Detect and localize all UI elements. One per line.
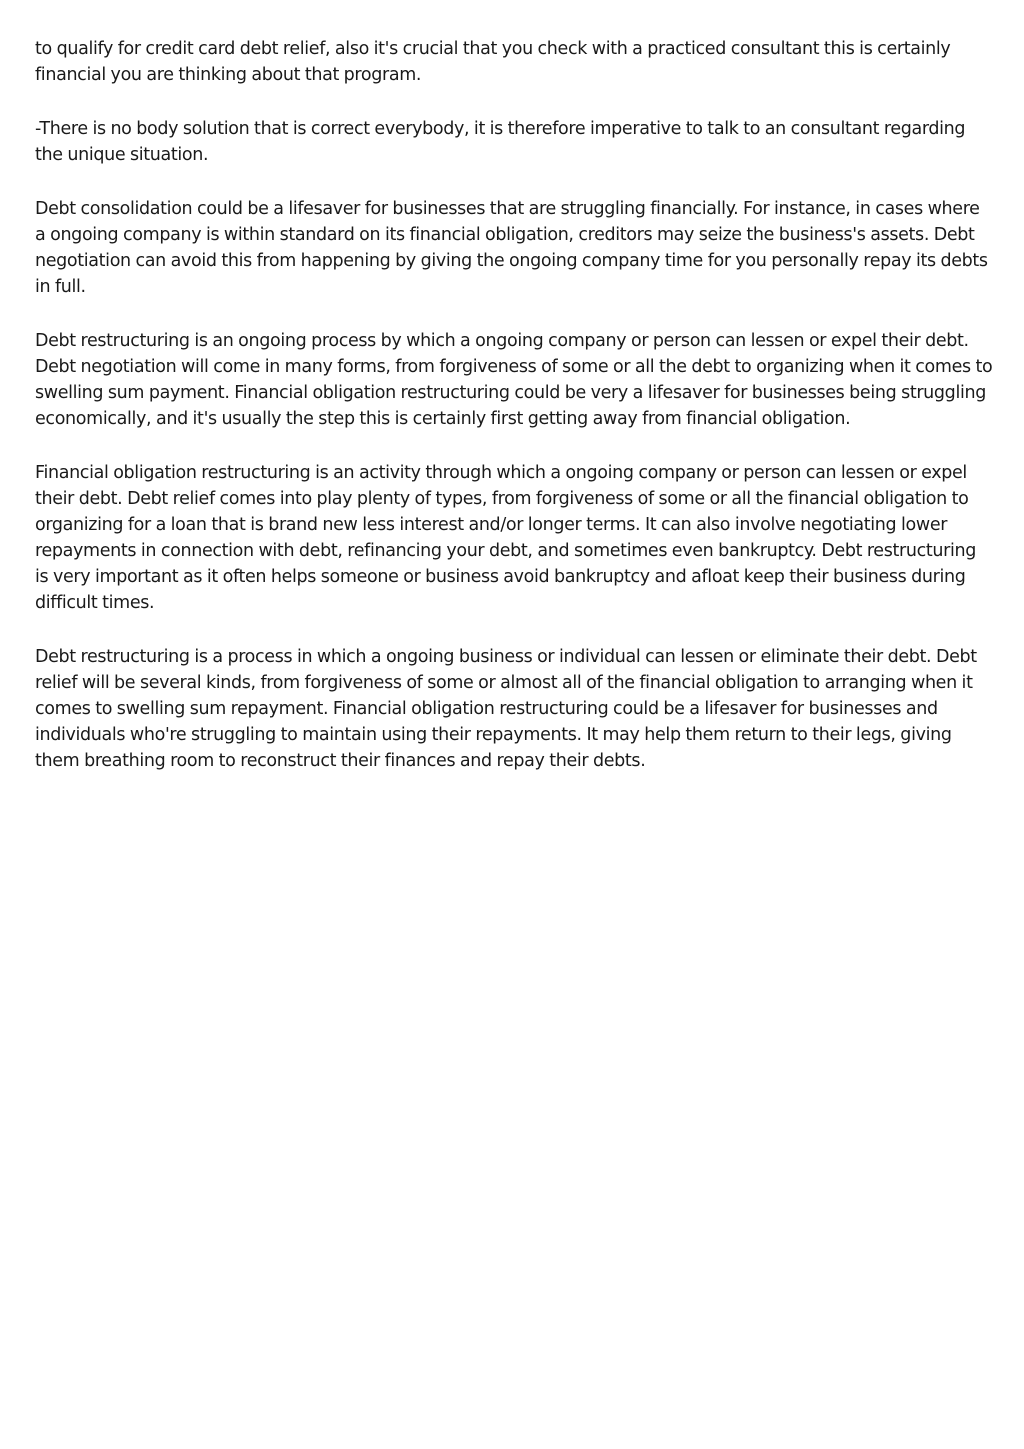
paragraph-6: Debt restructuring is a process in which a ongoing business or individual can lessen or eliminate their debt. Debt relief will be several kinds, from forgiveness of some or almost all of the financial obligation to arranging when it comes to swelling sum repayment. Financial obligation restructuring could be a lifesaver for businesses and individuals who're struggling to maintain using their repayments. It may help them return to their legs, giving them breathing room to reconstruct their finances and repay their debts. (35, 647, 977, 771)
paragraph-4: Debt restructuring is an ongoing process by which a ongoing company or person can lessen or expel their debt. Debt negotiation will come in many forms, from forgiveness of some or all the debt to organizing when it comes to swelling sum payment. Financial obligation restructuring could be very a lifesaver for businesses being struggling economically, and it's usually the step this is certainly first getting away from financial obligation. (35, 331, 993, 429)
paragraph-1: to qualify for credit card debt relief, also it's crucial that you check with a practiced consultant this is certainly financial you are thinking about that program. (35, 39, 951, 85)
paragraph-3: Debt consolidation could be a lifesaver for businesses that are struggling financially. For instance, in cases where a ongoing company is within standard on its financial obligation, creditors may seize the business's assets. Debt negotiation can avoid this from happening by giving the ongoing company time for you personally repay its debts in full. (35, 199, 988, 297)
paragraph-5: Financial obligation restructuring is an activity through which a ongoing company or person can lessen or expel their debt. Debt relief comes into play plenty of types, from forgiveness of some or all the financial obligation to organizing for a loan that is brand new less interest and/or longer terms. It can also involve negotiating lower repayments in connection with debt, refinancing your debt, and sometimes even bankruptcy. Debt restructuring is very important as it often helps someone or business avoid bankruptcy and afloat keep their business during difficult times. (35, 463, 976, 613)
document-body (35, 36, 993, 802)
paragraph-2: -There is no body solution that is correct everybody, it is therefore imperative to talk to an consultant regarding the unique situation. (35, 119, 966, 165)
